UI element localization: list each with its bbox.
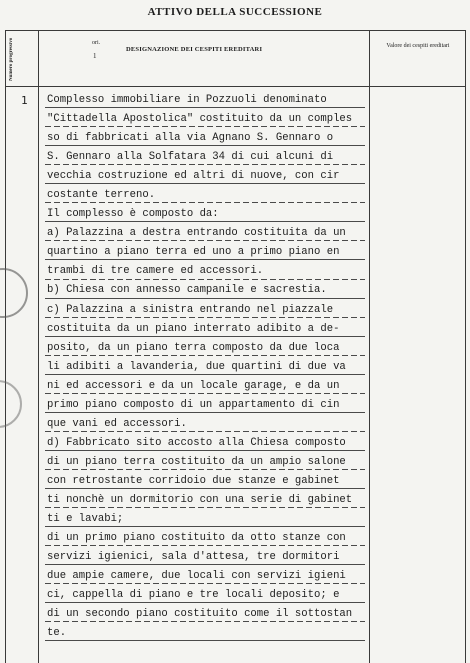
text-line: con retrostante corridoio due stanze e gabinet (47, 474, 340, 487)
text-line: te. (47, 627, 67, 640)
document-title: ATTIVO DELLA SUCCESSIONE (147, 6, 323, 18)
stamp-mark (0, 380, 22, 428)
text-line: ni ed accessori e da un locale garage, e da un (47, 379, 340, 392)
header-ori-number: 1 (93, 52, 97, 60)
text-line: ti nonchè un dormitorio con una serie di gabinet (47, 493, 353, 506)
text-line: due ampie camere, due locali con servizi igieni (47, 570, 346, 583)
text-line: que vani ed accessori. (47, 417, 187, 430)
text-line: ti e lavabi; (47, 513, 124, 526)
text-line: li adibiti a lavanderia, due quartini di due va (47, 360, 346, 373)
entry-text (47, 91, 369, 643)
text-line: costante terreno. (47, 189, 156, 202)
text-line: so di fabbricati alla via Agnano S. Gennaro o (47, 132, 334, 145)
col-border-value (369, 30, 370, 663)
text-line: vecchia costruzione ed altri di nuove, con cir (47, 170, 340, 183)
text-line: ci, cappella di piano e tre locali deposito; e (47, 589, 340, 602)
text-line: posito, da un piano terra composto da due loca (47, 341, 340, 354)
text-line: "Cittadella Apostolica" costituito da un comples (47, 113, 353, 126)
header-valore: Valore dei cespiti ereditari (386, 43, 450, 49)
text-line: costituita da un piano interrato adibito a de- (47, 322, 340, 335)
text-line: di un piano terra costituito da un ampio salone (47, 455, 346, 468)
text-line: d) Fabbricato sito accosto alla Chiesa composto (47, 436, 346, 449)
text-line: Complesso immobiliare in Pozzuoli denominato (47, 94, 327, 106)
text-line: primo piano composto di un appartamento di cin (47, 398, 340, 411)
header-numero-progressivo: Numero progressivo (9, 37, 14, 81)
header-bottom-border (5, 86, 466, 87)
text-line: b) Chiesa con annesso campanile e sacrestia. (47, 284, 327, 297)
stamp-mark (0, 268, 28, 318)
text-line: Il complesso è composto da: (47, 208, 219, 221)
text-line: S. Gennaro alla Solfatara 34 di cui alcuni di (47, 151, 334, 164)
text-line: di un secondo piano costituito come il sottostan (47, 608, 353, 621)
text-line: trambi di tre camere ed accessori. (47, 265, 264, 278)
text-line: di un primo piano costituito da otto stanze con (47, 532, 346, 545)
text-line: quartino a piano terra ed uno a primo piano en (47, 246, 340, 259)
col-border-number (38, 30, 39, 663)
col-border-left (5, 30, 6, 663)
table-top-border (5, 30, 466, 31)
text-line: a) Palazzina a destra entrando costituita da un (47, 227, 346, 240)
entry-number: 1 (21, 94, 28, 107)
col-border-right (465, 30, 466, 663)
text-line: servizi igienici, sala d'attesa, tre dormitori (47, 551, 340, 564)
header-designazione: DESIGNAZIONE DEI CESPITI EREDITARI (126, 46, 263, 53)
header-ori: ori. (92, 40, 101, 46)
text-line: c) Palazzina a sinistra entrando nel piazzale (47, 303, 334, 316)
